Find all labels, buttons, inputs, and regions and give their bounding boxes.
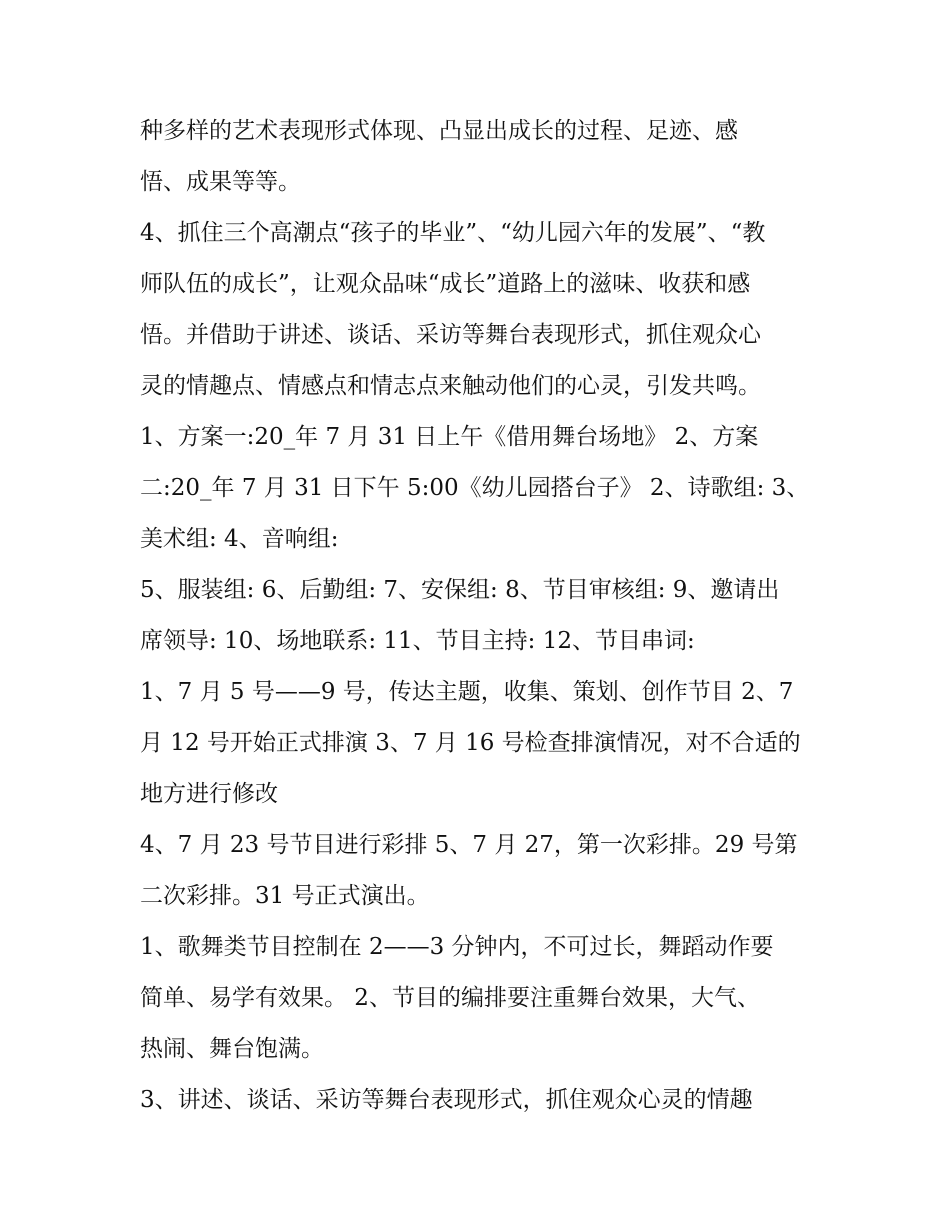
text-line: 3、讲述、谈话、采访等舞台表现形式，抓住观众心灵的情趣 xyxy=(140,1087,753,1113)
document-body xyxy=(140,106,820,1126)
text-line: 1、方案一:20_年 7 月 31 日上午《借用舞台场地》 2、方案 xyxy=(140,424,759,450)
text-line: 1、7 月 5 号——9 号，传达主题，收集、策划、创作节目 2、7 xyxy=(140,679,794,705)
text-line: 美术组: 4、音响组: xyxy=(140,526,339,552)
text-line: 悟。并借助于讲述、谈话、采访等舞台表现形式，抓住观众心 xyxy=(140,322,761,348)
text-line: 热闹、舞台饱满。 xyxy=(140,1036,324,1062)
text-line: 1、歌舞类节目控制在 2——3 分钟内，不可过长，舞蹈动作要 xyxy=(140,934,774,960)
text-line: 4、抓住三个高潮点“孩子的毕业”、“幼儿园六年的发展”、“教 xyxy=(140,220,766,246)
text-line: 5、服装组: 6、后勤组: 7、安保组: 8、节目审核组: 9、邀请出 xyxy=(140,577,780,603)
text-line: 简单、易学有效果。 2、节目的编排要注重舞台效果，大气、 xyxy=(140,985,760,1011)
text-line: 悟、成果等等。 xyxy=(140,169,301,195)
text-line: 4、7 月 23 号节目进行彩排 5、7 月 27，第一次彩排。29 号第 xyxy=(140,832,798,858)
text-line: 种多样的艺术表现形式体现、凸显出成长的过程、足迹、感 xyxy=(140,118,738,144)
text-line: 灵的情趣点、情感点和情志点来触动他们的心灵，引发共鸣。 xyxy=(140,373,761,399)
text-line: 月 12 号开始正式排演 3、7 月 16 号检查排演情况，对不合适的 xyxy=(140,730,801,756)
text-line: 二次彩排。31 号正式演出。 xyxy=(140,883,430,909)
text-line: 师队伍的成长”，让观众品味“成长”道路上的滋味、收获和感 xyxy=(140,271,751,297)
text-line: 地方进行修改 xyxy=(140,781,278,807)
text-line: 席领导: 10、场地联系: 11、节目主持: 12、节目串词: xyxy=(140,628,695,654)
text-line: 二:20_年 7 月 31 日下午 5:00《幼儿园搭台子》 2、诗歌组: 3、 xyxy=(140,475,810,501)
